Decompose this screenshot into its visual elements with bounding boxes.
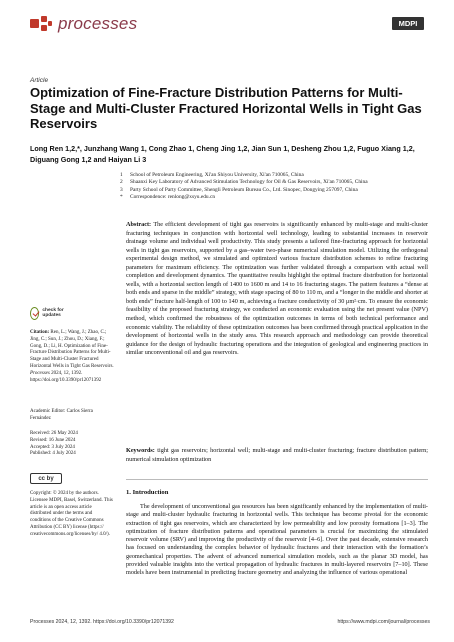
- copyright-block: [30, 491, 114, 539]
- dates-block: [30, 431, 114, 458]
- author-list: [30, 143, 430, 165]
- check-updates-label: check for updates: [42, 307, 64, 318]
- academic-editor: [30, 409, 114, 423]
- affiliation-2: 2 Shaanxi Key Laboratory of Advanced Stimulation Technology for Oil & Gas Reservoirs, Xi'an 710065, China: [120, 179, 368, 186]
- abstract: [126, 221, 428, 358]
- section-divider: [126, 479, 428, 480]
- accepted-date: Accepted: 3 July 2024: [30, 444, 75, 450]
- footer-citation[interactable]: Processes 2024, 12, 1392. https://doi.org/10.3390/pr12071392: [30, 619, 174, 625]
- processes-logo-icon: [30, 16, 52, 32]
- abstract-label: Abstract:: [126, 221, 152, 228]
- revised-date: Revised: 16 June 2024: [30, 437, 76, 443]
- article-type: Article: [30, 77, 49, 84]
- affiliations: [120, 172, 430, 201]
- citation-doi[interactable]: 2024, 12, 1392. https://doi.org/10.3390/pr12071392: [30, 370, 102, 383]
- academic-editor-text: Academic Editor: Carlos Sierra Fernández: [30, 409, 93, 421]
- citation-label: Citation:: [30, 330, 50, 335]
- citation-journal: Processes: [30, 370, 50, 376]
- journal-name: processes: [58, 14, 138, 33]
- article-title: Optimization of Fine-Fracture Distribution Patterns for Multi-Stage and Multi-Cluster Fractured Horizontal Wells in Tight Gas Reservoirs: [30, 85, 422, 131]
- keywords-label: Keywords:: [126, 447, 155, 454]
- check-updates-icon: [30, 307, 39, 320]
- published-date: Published: 4 July 2024: [30, 451, 76, 457]
- footer-journal-url[interactable]: https://www.mdpi.com/journal/processes: [337, 619, 430, 625]
- keywords-text: tight gas reservoirs; horizontal well; multi-stage and multi-cluster fracturing; fracture distribution pattern; numerical simulation optimization: [126, 447, 428, 463]
- cc-license-label: cc by: [38, 475, 54, 482]
- keywords: [126, 447, 428, 464]
- correspondence[interactable]: * Correspondence: renlong@xsyu.edu.cn: [120, 193, 216, 200]
- cc-by-license-badge[interactable]: [30, 473, 62, 484]
- affiliation-1: 1 School of Petroleum Engineering, Xi'an Shiyou University, Xi'an 710065, China: [120, 172, 304, 178]
- received-date: Received: 26 May 2024: [30, 431, 78, 436]
- copyright-text: Copyright: © 2024 by the authors. Licensee MDPI, Basel, Switzerland. This article is an open access article distributed under the terms and conditions of the Creative Commons Attribution (CC BY) license (https:// creativecommons.org/licenses/by/ 4.0/).: [30, 491, 113, 537]
- citation-block: [30, 330, 114, 384]
- authors-text[interactable]: Long Ren 1,2,*, Junzhang Wang 1, Cong Zhao 1, Cheng Jing 1,2, Jian Sun 1, Desheng Zhou 1,2, Fuguo Xiang 1,2, Diguang Gong 1,2 and Haiyan Li 3: [30, 144, 415, 164]
- abstract-text: The efficient development of tight gas reservoirs is significantly enhanced by multi-stage and multi-cluster fracturing techniques in conjunction with horizontal well technology, leading to substantial increases in reservoir drainage volume and individual well productivity. This study presents a tailored fine-fracturing approach for horizontal wells in tight gas reservoirs, supported by a gas–water two-phase numerical simulation model. Utilizing the orthogonal experimental design method, we simulated and optimized various fracture distribution schemes to refine fracturing parameters for maximum efficiency. The optimization was further validated through a comparison with actual well completion and development dynamics. The quantitative results highlight the optimal fracture distribution for horizontal wells, with a horizontal section length of 1400 to 1600 m and 14 to 16 fracturing stages. The pattern features a “dense at both ends and sparse in the middle” strategy, with stage spacing of 80 to 110 m, and a “longer in the middle and shorter at both ends” fracture half-length of 100 to 140 m, achieving a fracture conductivity of 30 μm²·cm. To ensure the economic feasibility of the proposed fracturing strategy, we conducted an economic evaluation using the net present value (NPV) method, which confirmed the robustness of the optimization outcomes in terms of both technical performance and economic viability. The reliability of these optimization outcomes has been confirmed through practical application in the development of horizontal wells in the study area. This research approach and methodology can provide theoretical guidance for the design of hydraulic fracturing operations and the integration of geological and engineering practices in similar unconventional oil and gas reservoirs.: [126, 221, 428, 357]
- publisher-logo[interactable]: MDPI: [392, 17, 424, 30]
- page-footer: [30, 619, 430, 625]
- journal-logo: [30, 14, 137, 34]
- check-for-updates-badge[interactable]: [30, 302, 70, 324]
- introduction-paragraph: The development of unconventional gas resources has been significantly enhanced by the implementation of multi-stage and multi-cluster hydraulic fracturing in horizontal wells. This technique has become pivotal for the economic extraction of tight gas reservoirs, which are characterized by low permeability and low porosity formations [1–3]. The optimization of fracture distribution patterns and operational parameters is crucial for maximizing the stimulated reservoir volume (SRV) and improving the productivity of the reservoir [4–6]. Over the past decade, extensive research has focused on understanding the complex behavior of hydraulic fractures and their interaction with the formation’s geomechanical properties. The advent of advanced numerical simulation models, such as the planar 3D model, has provided valuable insights into the vertical propagation of hydraulic fractures in multi-layered reservoirs [7–10]. These models have been instrumental in predicting fracture geometry and analyzing the influence of various operational: [126, 503, 428, 577]
- section-heading-introduction: 1. Introduction: [126, 489, 169, 496]
- affiliation-3: 3 Party School of Party Committee, Shengli Petroleum Bureau Co., Ltd. Sinopec, Dongying 257097, China: [120, 186, 358, 193]
- citation-text: Ren, L.; Wang, J.; Zhao, C.; Jing, C.; Sun, J.; Zhou, D.; Xiang, F.; Gong, D.; Li, H. Optimization of Fine-Fracture Distribution Patterns for Multi-Stage and Multi-Cluster Fractured Horizontal Wells in Tight Gas Reservoirs.: [30, 330, 114, 369]
